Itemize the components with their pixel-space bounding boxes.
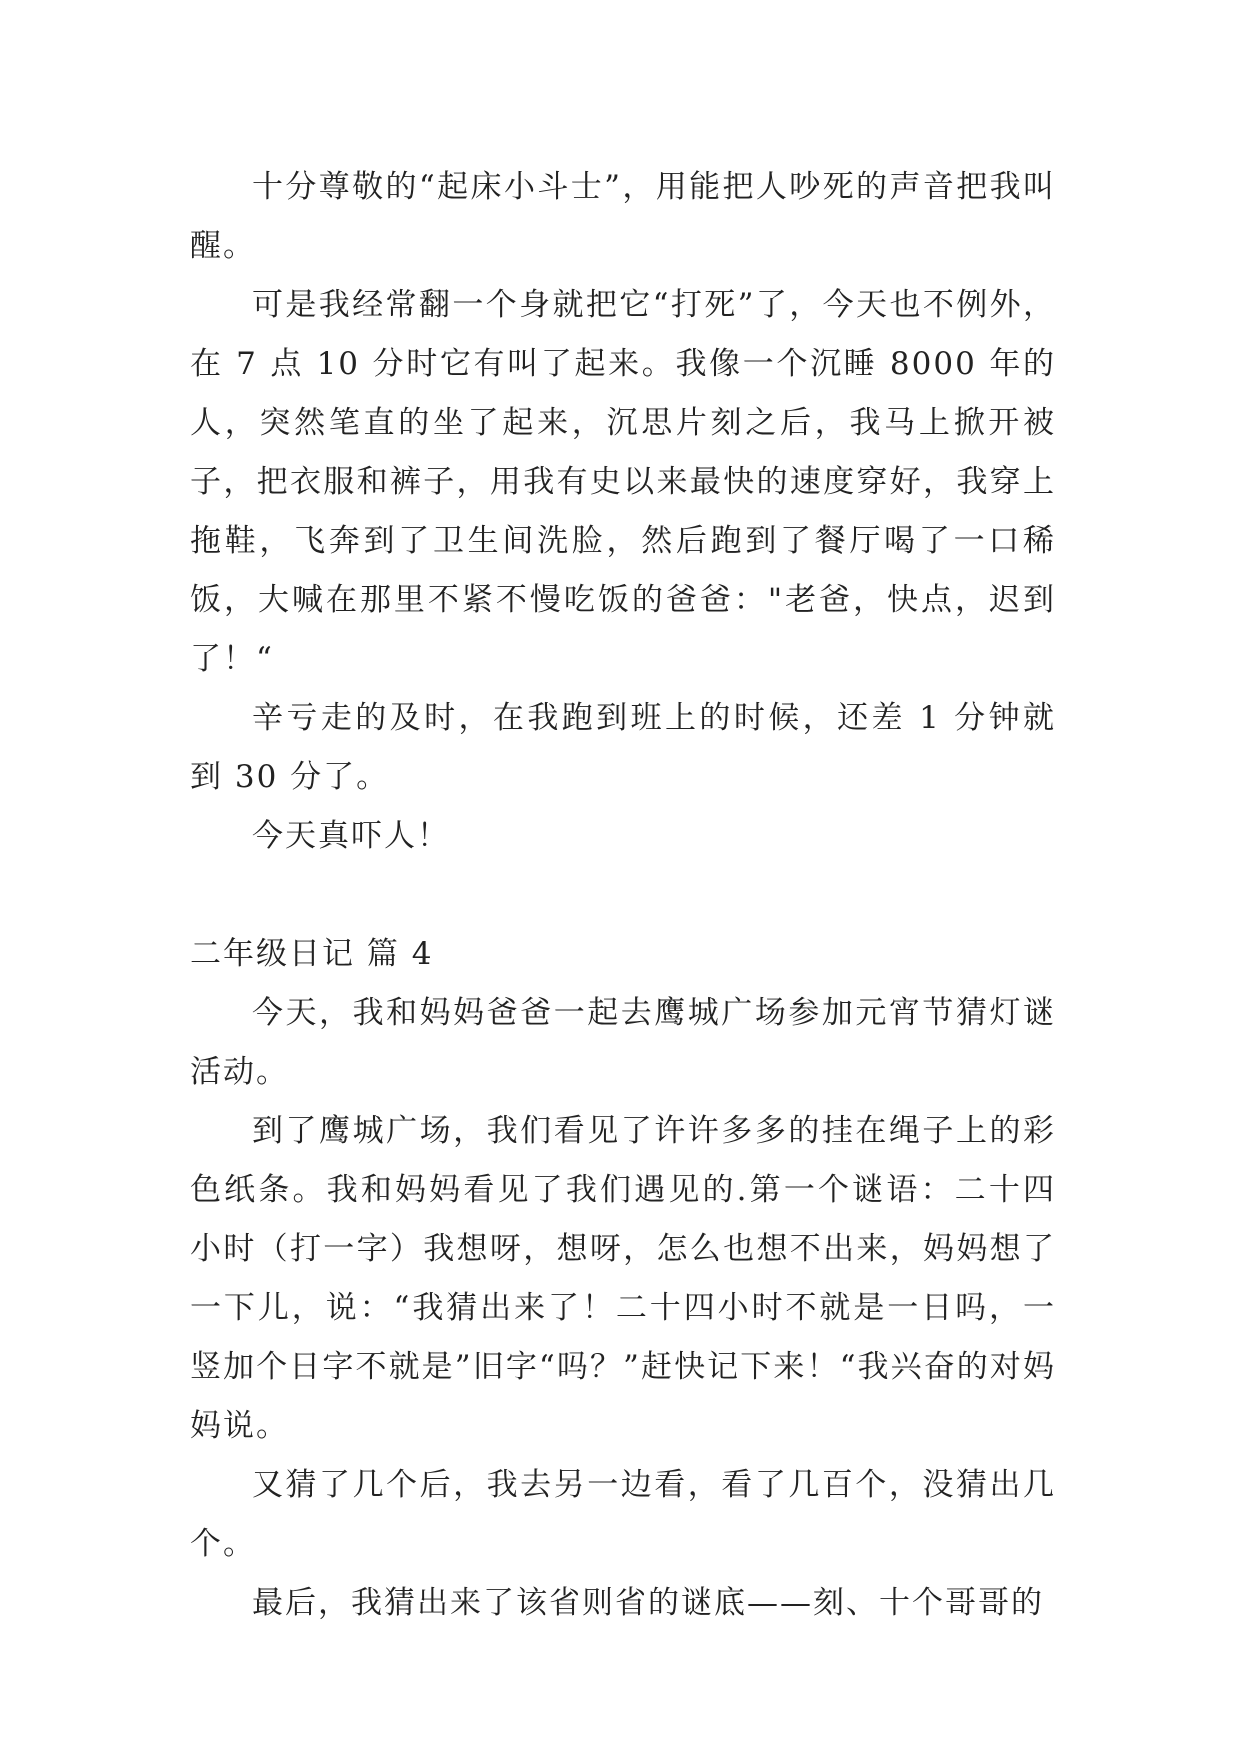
paragraph-final-riddle: 最后，我猜出来了该省则省的谜底——刻、十个哥哥的 — [252, 1585, 1044, 1621]
paragraph-more-riddles: 又猜了几个后，我去另一边看，看了几百个，没猜出几个。 — [190, 1467, 1056, 1562]
paragraph-morning-rush: 可是我经常翻一个身就把它“打死”了，今天也不例外，在 7 点 10 分时它有叫了起来。我像一个沉睡 8000 年的人，突然笔直的坐了起来，沉思片刻之后，我马上掀开被子，把衣服和裤子，用我有史以来最快的速度穿好，我穿上拖鞋，飞奔到了卫生间洗脸，然后跑到了餐厅喝了一口稀饭，大喊在那里不紧不慢吃饭的爸爸："老爸，快点，迟到了！“ — [190, 287, 1056, 677]
paragraph-arrival: 辛亏走的及时，在我跑到班上的时候，还差 1 分钟就到 30 分了。 — [190, 700, 1056, 795]
section-spacer — [190, 866, 1056, 925]
section-heading: 二年级日记 篇 4 — [190, 936, 434, 972]
paragraph-conclusion: 今天真吓人！ — [252, 818, 450, 854]
paragraph-wake-up: 十分尊敬的“起床小斗士”，用能把人吵死的声音把我叫醒。 — [190, 169, 1056, 264]
paragraph-first-riddle: 到了鹰城广场，我们看见了许许多多的挂在绳子上的彩色纸条。我和妈妈看见了我们遇见的.第一个谜语：二十四小时（打一字）我想呀，想呀，怎么也想不出来，妈妈想了一下儿，说：“我猜出来了！二十四小时不就是一日吗，一竖加个日字不就是”旧字“吗？”赶快记下来！“我兴奋的对妈妈说。 — [190, 1113, 1056, 1444]
document-body — [190, 158, 1056, 1633]
paragraph-lantern-festival: 今天，我和妈妈爸爸一起去鹰城广场参加元宵节猜灯谜活动。 — [190, 995, 1056, 1090]
